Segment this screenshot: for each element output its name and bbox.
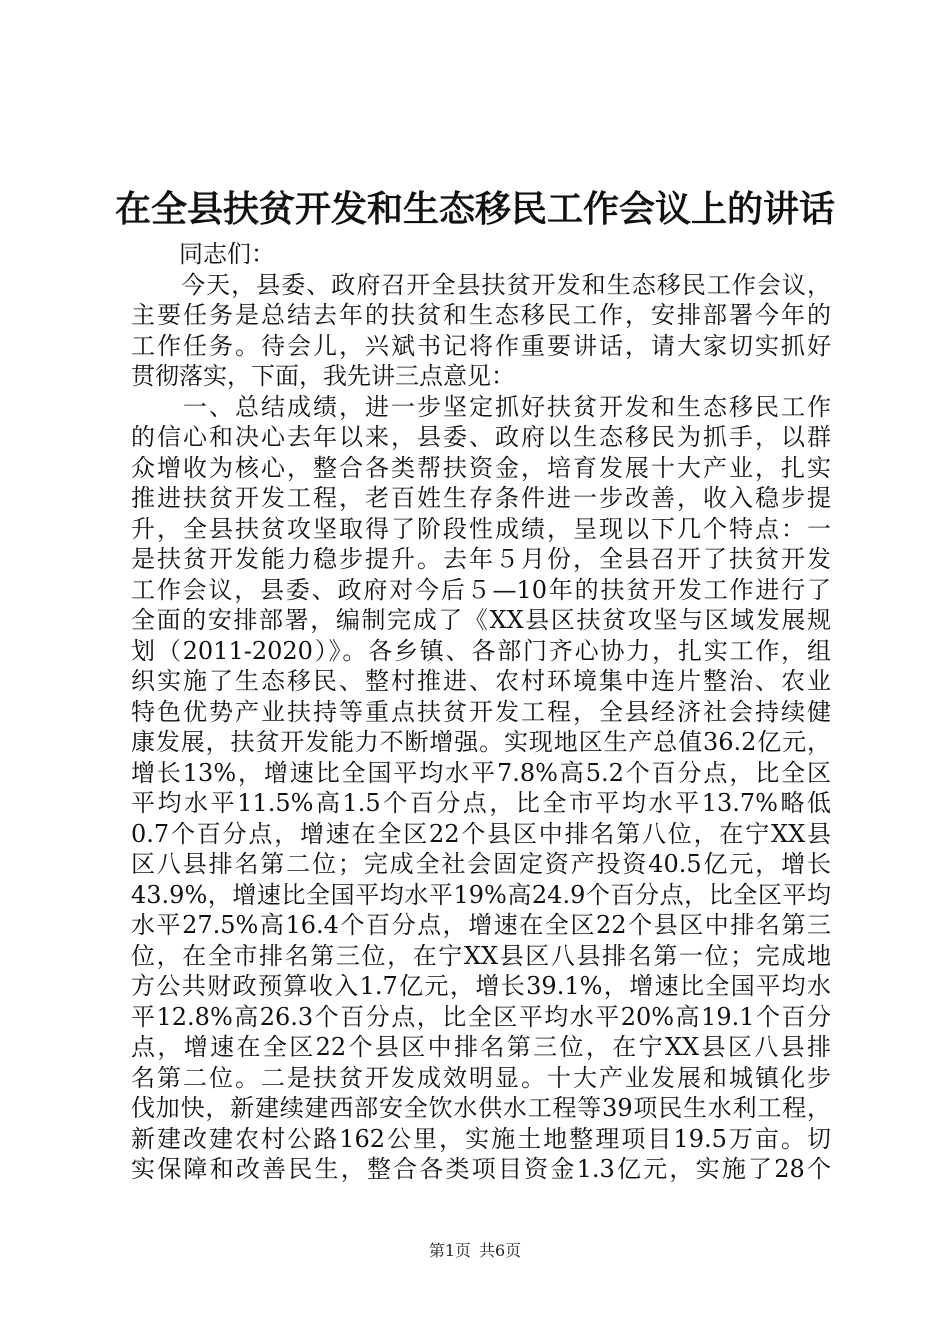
body-line: 方公共财政预算收入1.7亿元，增长39.1%，增速比全国平均水 (131, 972, 831, 1000)
body-line: 实保障和改善民生，整合各类项目资金1.3亿元，实施了28个 (131, 1155, 831, 1183)
body-line: 特色优势产业扶持等重点扶贫开发工程，全县经济社会持续健 (131, 697, 831, 726)
body-line: 今天，县委、政府召开全县扶贫开发和生态移民工作会议， (131, 270, 831, 299)
body-line: 伐加快，新建续建西部安全饮水供水工程等39项民生水利工程， (131, 1094, 831, 1122)
body-line: 水平27.5%高16.4个百分点，增速在全区22个县区中排名第三 (131, 911, 831, 939)
page-footer (0, 1240, 950, 1262)
body-line: 0.7个百分点，增速在全区22个县区中排名第八位，在宁XX县 (131, 819, 831, 848)
body-line: 工作会议，县委、政府对今后５—10年的扶贫开发工作进行了 (131, 575, 831, 604)
body-line: 是扶贫开发能力稳步提升。去年５月份，全县召开了扶贫开发 (131, 545, 831, 573)
salutation: 同志们： (179, 240, 275, 268)
body-line: 名第二位。二是扶贫开发成效明显。十大产业发展和城镇化步 (131, 1063, 831, 1092)
body-line: 工作任务。待会儿，兴斌书记将作重要讲话，请大家切实抓好 (131, 331, 831, 360)
body-line: 的信心和决心去年以来，县委、政府以生态移民为抓手，以群 (131, 423, 831, 451)
document-body (131, 239, 831, 1185)
body-line: 织实施了生态移民、整村推进、农村环境集中连片整治、农业 (131, 667, 831, 695)
body-line: 43.9%，增速比全国平均水平19%高24.9个百分点，比全区平均 (131, 880, 831, 909)
body-line: 康发展，扶贫开发能力不断增强。实现地区生产总值36.2亿元， (131, 728, 831, 756)
body-line: 升，全县扶贫攻坚取得了阶段性成绩，呈现以下几个特点：一 (131, 514, 831, 543)
body-line: 新建改建农村公路162公里，实施土地整理项目19.5万亩。切 (131, 1124, 831, 1153)
body-line: 增长13%，增速比全国平均水平7.8%高5.2个百分点，比全区 (131, 758, 831, 787)
body-line: 平12.8%高26.3个百分点，比全区平均水平20%高19.1个百分 (131, 1002, 831, 1031)
body-line: 推进扶贫开发工程，老百姓生存条件进一步改善，收入稳步提 (131, 484, 831, 512)
body-line: 划（2011-2020）》。各乡镇、各部门齐心协力，扎实工作，组 (131, 636, 831, 665)
body-line: 位，在全市排名第三位，在宁XX县区八县排名第一位；完成地 (131, 941, 831, 970)
body-line: 区八县排名第二位；完成全社会固定资产投资40.5亿元，增长 (131, 850, 831, 878)
body-line: 一、总结成绩，进一步坚定抓好扶贫开发和生态移民工作 (131, 392, 831, 421)
body-line: 主要任务是总结去年的扶贫和生态移民工作，安排部署今年的 (131, 301, 831, 329)
body-line: 全面的安排部署，编制完成了《XX县区扶贫攻坚与区域发展规 (131, 606, 831, 634)
body-line: 贯彻落实，下面，我先讲三点意见： (131, 362, 515, 390)
body-line: 平均水平11.5%高1.5个百分点，比全市平均水平13.7%略低 (131, 789, 831, 817)
document-title: 在全县扶贫开发和生态移民工作会议上的讲话 (114, 188, 835, 230)
body-line: 众增收为核心，整合各类帮扶资金，培育发展十大产业，扎实 (131, 453, 831, 482)
page-total: 共6页 (479, 1241, 522, 1260)
body-line: 点，增速在全区22个县区中排名第三位，在宁XX县区八县排 (131, 1033, 831, 1061)
page-number: 第1页 (428, 1241, 471, 1260)
